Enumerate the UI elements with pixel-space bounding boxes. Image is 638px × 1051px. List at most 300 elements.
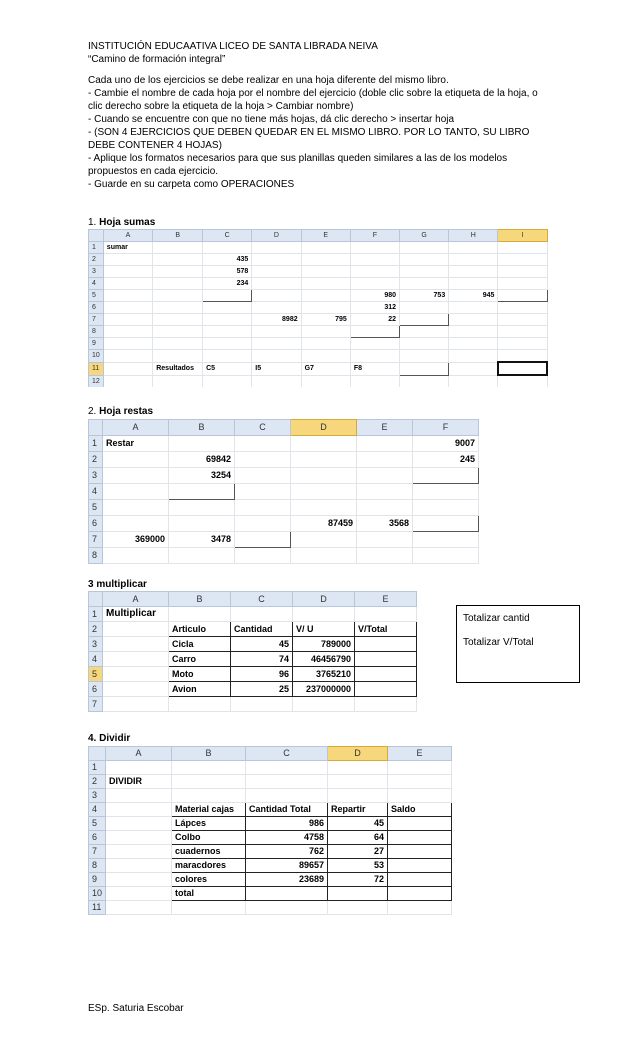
column-header[interactable]: A xyxy=(103,592,169,607)
corner-cell[interactable] xyxy=(89,747,106,761)
cell[interactable] xyxy=(246,901,328,915)
cell-f1[interactable]: 9007 xyxy=(413,436,479,452)
cell[interactable] xyxy=(246,789,328,803)
cell[interactable] xyxy=(400,302,449,314)
cell[interactable] xyxy=(400,242,449,254)
cell[interactable] xyxy=(291,484,357,500)
row-header[interactable]: 2 xyxy=(89,622,103,637)
cell[interactable] xyxy=(106,831,172,845)
cell[interactable] xyxy=(203,375,252,387)
item-quantity[interactable]: 25 xyxy=(231,682,293,697)
row-header[interactable]: 5 xyxy=(89,817,106,831)
column-header[interactable]: E xyxy=(388,747,452,761)
cell[interactable] xyxy=(252,290,301,302)
item-total[interactable] xyxy=(355,652,417,667)
cell-b2[interactable]: 69842 xyxy=(169,452,235,468)
item-quantity[interactable]: 74 xyxy=(231,652,293,667)
cell[interactable] xyxy=(498,278,547,290)
row-header[interactable]: 3 xyxy=(89,266,104,278)
cell[interactable] xyxy=(413,484,479,500)
column-header[interactable]: A xyxy=(103,230,152,242)
cell[interactable] xyxy=(169,607,231,622)
cell-d6[interactable]: 87459 xyxy=(291,516,357,532)
cell[interactable] xyxy=(231,697,293,712)
item-name[interactable]: Carro xyxy=(169,652,231,667)
cell[interactable] xyxy=(235,500,291,516)
cell[interactable] xyxy=(357,548,413,564)
cell[interactable] xyxy=(153,302,203,314)
cell[interactable] xyxy=(355,607,417,622)
cell[interactable] xyxy=(301,302,350,314)
cell[interactable] xyxy=(350,266,399,278)
cell[interactable] xyxy=(103,697,169,712)
cell[interactable] xyxy=(103,278,152,290)
corner-cell[interactable] xyxy=(89,420,103,436)
cell[interactable] xyxy=(103,682,169,697)
cell[interactable] xyxy=(252,302,301,314)
row-header[interactable]: 6 xyxy=(89,682,103,697)
cell[interactable] xyxy=(291,468,357,484)
cell-f2[interactable]: 245 xyxy=(413,452,479,468)
row-header[interactable]: 1 xyxy=(89,761,106,775)
material-repartir[interactable]: 27 xyxy=(328,845,388,859)
cell-c7-result[interactable] xyxy=(235,532,291,548)
cell[interactable] xyxy=(301,242,350,254)
cell[interactable] xyxy=(169,697,231,712)
cell[interactable] xyxy=(328,761,388,775)
material-name[interactable]: Lápces xyxy=(172,817,246,831)
cell-f5[interactable]: 980 xyxy=(350,290,399,302)
cell[interactable] xyxy=(203,302,252,314)
row-header[interactable]: 8 xyxy=(89,548,103,564)
item-unit-value[interactable]: 3765210 xyxy=(293,667,355,682)
material-name[interactable]: maracdores xyxy=(172,859,246,873)
cell[interactable] xyxy=(103,254,152,266)
item-total[interactable] xyxy=(355,682,417,697)
cell[interactable] xyxy=(252,326,301,338)
cell[interactable] xyxy=(400,326,449,338)
cell[interactable] xyxy=(252,254,301,266)
column-header[interactable]: F xyxy=(350,230,399,242)
column-header[interactable]: E xyxy=(301,230,350,242)
cell[interactable] xyxy=(103,338,152,350)
column-header-selected[interactable]: D xyxy=(291,420,357,436)
row-header[interactable]: 6 xyxy=(89,831,106,845)
cell-a7[interactable]: 369000 xyxy=(103,532,169,548)
cell[interactable] xyxy=(498,302,547,314)
cell[interactable] xyxy=(231,607,293,622)
cell[interactable] xyxy=(252,375,301,387)
material-repartir[interactable]: 45 xyxy=(328,817,388,831)
cell[interactable] xyxy=(246,761,328,775)
row-header[interactable]: 12 xyxy=(89,375,104,387)
cell[interactable] xyxy=(449,375,498,387)
material-name[interactable]: colores xyxy=(172,873,246,887)
row-header[interactable]: 6 xyxy=(89,302,104,314)
cell[interactable] xyxy=(106,845,172,859)
cell[interactable] xyxy=(235,436,291,452)
cell[interactable] xyxy=(328,775,388,789)
item-unit-value[interactable]: 46456790 xyxy=(293,652,355,667)
cell[interactable] xyxy=(153,375,203,387)
row-header[interactable]: 1 xyxy=(89,436,103,452)
cell[interactable] xyxy=(293,607,355,622)
cell[interactable] xyxy=(449,338,498,350)
cell[interactable] xyxy=(203,314,252,326)
cell[interactable] xyxy=(400,266,449,278)
cell[interactable] xyxy=(106,789,172,803)
cell[interactable] xyxy=(203,326,252,338)
cell[interactable] xyxy=(169,548,235,564)
material-total[interactable]: 762 xyxy=(246,845,328,859)
corner-cell[interactable] xyxy=(89,230,104,242)
material-saldo[interactable] xyxy=(388,859,452,873)
cell[interactable] xyxy=(203,350,252,363)
cell[interactable] xyxy=(301,338,350,350)
row-header[interactable]: 4 xyxy=(89,484,103,500)
cell[interactable] xyxy=(449,302,498,314)
cell-f8-result[interactable] xyxy=(350,326,399,338)
material-total[interactable]: 986 xyxy=(246,817,328,831)
cell[interactable] xyxy=(291,500,357,516)
cell[interactable] xyxy=(328,901,388,915)
item-name[interactable]: Cicla xyxy=(169,637,231,652)
cell[interactable] xyxy=(350,338,399,350)
table-header[interactable]: V/ U xyxy=(293,622,355,637)
cell-c2[interactable]: 435 xyxy=(203,254,252,266)
cell-a2[interactable]: DIVIDIR xyxy=(106,775,172,789)
active-cell-i11[interactable] xyxy=(498,362,547,375)
cell-a1[interactable]: Multiplicar xyxy=(103,607,169,622)
cell-f7[interactable]: 22 xyxy=(350,314,399,326)
cell[interactable] xyxy=(103,468,169,484)
cell[interactable] xyxy=(291,436,357,452)
cell[interactable] xyxy=(103,516,169,532)
cell[interactable] xyxy=(498,326,547,338)
cell-g5[interactable]: 753 xyxy=(400,290,449,302)
cell[interactable] xyxy=(169,436,235,452)
row-header[interactable]: 4 xyxy=(89,652,103,667)
cell[interactable] xyxy=(106,761,172,775)
cell[interactable] xyxy=(301,326,350,338)
cell[interactable] xyxy=(400,254,449,266)
cell[interactable] xyxy=(498,266,547,278)
cell[interactable] xyxy=(153,326,203,338)
cell[interactable] xyxy=(449,266,498,278)
column-header[interactable]: A xyxy=(106,747,172,761)
material-total[interactable]: 4758 xyxy=(246,831,328,845)
cell[interactable] xyxy=(103,302,152,314)
cell[interactable] xyxy=(103,652,169,667)
cell-a1[interactable]: sumar xyxy=(103,242,152,254)
cell[interactable] xyxy=(103,362,152,375)
corner-cell[interactable] xyxy=(89,592,103,607)
row-header[interactable]: 6 xyxy=(89,516,103,532)
cell[interactable] xyxy=(498,350,547,363)
cell[interactable] xyxy=(301,290,350,302)
row-header[interactable]: 2 xyxy=(89,452,103,468)
cell[interactable] xyxy=(301,254,350,266)
cell[interactable] xyxy=(103,350,152,363)
cell-c4[interactable]: 234 xyxy=(203,278,252,290)
column-header[interactable]: B xyxy=(172,747,246,761)
cell[interactable] xyxy=(235,452,291,468)
cell[interactable] xyxy=(301,266,350,278)
row-header[interactable]: 1 xyxy=(89,242,104,254)
cell[interactable] xyxy=(172,761,246,775)
material-name[interactable]: cuadernos xyxy=(172,845,246,859)
material-repartir[interactable]: 53 xyxy=(328,859,388,873)
cell[interactable] xyxy=(350,350,399,363)
cell[interactable] xyxy=(413,500,479,516)
cell[interactable] xyxy=(252,242,301,254)
material-total[interactable]: 23689 xyxy=(246,873,328,887)
column-header[interactable]: G xyxy=(400,230,449,242)
cell-d11[interactable]: I5 xyxy=(252,362,301,375)
cell[interactable] xyxy=(103,452,169,468)
cell[interactable] xyxy=(103,637,169,652)
cell-c5-result[interactable] xyxy=(203,290,252,302)
cell[interactable] xyxy=(103,622,169,637)
column-header[interactable]: C xyxy=(231,592,293,607)
cell[interactable] xyxy=(103,314,152,326)
table-header[interactable]: V/Total xyxy=(355,622,417,637)
cell[interactable] xyxy=(357,532,413,548)
row-header[interactable]: 3 xyxy=(89,637,103,652)
material-saldo[interactable] xyxy=(388,831,452,845)
row-header[interactable]: 2 xyxy=(89,254,104,266)
cell[interactable] xyxy=(449,326,498,338)
cell[interactable] xyxy=(153,266,203,278)
cell[interactable] xyxy=(357,484,413,500)
column-header[interactable]: F xyxy=(413,420,479,436)
cell-b3[interactable]: 3254 xyxy=(169,468,235,484)
cell[interactable] xyxy=(103,500,169,516)
cell-h5[interactable]: 945 xyxy=(449,290,498,302)
row-header[interactable]: 7 xyxy=(89,314,104,326)
cell[interactable] xyxy=(355,697,417,712)
column-header[interactable]: C xyxy=(203,230,252,242)
material-repartir[interactable]: 64 xyxy=(328,831,388,845)
cell[interactable] xyxy=(400,278,449,290)
cell[interactable] xyxy=(357,452,413,468)
row-header[interactable]: 5 xyxy=(89,290,104,302)
cell-c3[interactable]: 578 xyxy=(203,266,252,278)
column-header-selected[interactable]: I xyxy=(498,230,547,242)
cell[interactable] xyxy=(350,242,399,254)
table-header[interactable]: Cantidad xyxy=(231,622,293,637)
row-header[interactable]: 7 xyxy=(89,532,103,548)
total-label[interactable]: total xyxy=(172,887,246,901)
cell[interactable] xyxy=(291,548,357,564)
cell-e11[interactable]: G7 xyxy=(301,362,350,375)
column-header[interactable]: D xyxy=(293,592,355,607)
cell[interactable] xyxy=(400,375,449,387)
column-header[interactable]: C xyxy=(246,747,328,761)
total-cell[interactable] xyxy=(246,887,328,901)
cell[interactable] xyxy=(252,338,301,350)
row-header[interactable]: 11 xyxy=(89,901,106,915)
row-header[interactable]: 2 xyxy=(89,775,106,789)
cell[interactable] xyxy=(172,789,246,803)
table-header[interactable]: Repartir xyxy=(328,803,388,817)
cell[interactable] xyxy=(357,468,413,484)
row-header[interactable]: 3 xyxy=(89,468,103,484)
total-cell[interactable] xyxy=(328,887,388,901)
cell[interactable] xyxy=(350,254,399,266)
cell[interactable] xyxy=(449,254,498,266)
cell-b7[interactable]: 3478 xyxy=(169,532,235,548)
cell[interactable] xyxy=(103,484,169,500)
cell-f3-result[interactable] xyxy=(413,468,479,484)
cell[interactable] xyxy=(106,873,172,887)
material-repartir[interactable]: 72 xyxy=(328,873,388,887)
cell[interactable] xyxy=(103,326,152,338)
cell-f6-result[interactable] xyxy=(413,516,479,532)
item-total[interactable] xyxy=(355,667,417,682)
cell[interactable] xyxy=(449,242,498,254)
cell[interactable] xyxy=(388,789,452,803)
total-cell[interactable] xyxy=(388,887,452,901)
column-header-selected[interactable]: D xyxy=(328,747,388,761)
cell[interactable] xyxy=(498,375,547,387)
column-header[interactable]: C xyxy=(235,420,291,436)
material-saldo[interactable] xyxy=(388,817,452,831)
cell[interactable] xyxy=(106,803,172,817)
cell[interactable] xyxy=(388,901,452,915)
column-header[interactable]: B xyxy=(153,230,203,242)
cell[interactable] xyxy=(235,468,291,484)
row-header[interactable]: 8 xyxy=(89,859,106,873)
cell[interactable] xyxy=(413,548,479,564)
cell-d7[interactable]: 8982 xyxy=(252,314,301,326)
cell[interactable] xyxy=(246,775,328,789)
cell[interactable] xyxy=(153,314,203,326)
column-header[interactable]: E xyxy=(355,592,417,607)
cell[interactable] xyxy=(301,350,350,363)
cell[interactable] xyxy=(103,375,152,387)
cell[interactable] xyxy=(291,532,357,548)
cell[interactable] xyxy=(106,901,172,915)
cell[interactable] xyxy=(498,242,547,254)
cell[interactable] xyxy=(400,350,449,363)
cell[interactable] xyxy=(103,548,169,564)
cell[interactable] xyxy=(252,278,301,290)
cell[interactable] xyxy=(103,667,169,682)
row-header[interactable]: 7 xyxy=(89,845,106,859)
row-header[interactable]: 10 xyxy=(89,350,104,363)
cell[interactable] xyxy=(449,362,498,375)
cell[interactable] xyxy=(203,242,252,254)
row-header[interactable]: 7 xyxy=(89,697,103,712)
cell[interactable] xyxy=(328,789,388,803)
cell[interactable] xyxy=(388,761,452,775)
table-header[interactable]: Material cajas xyxy=(172,803,246,817)
cell[interactable] xyxy=(106,859,172,873)
cell[interactable] xyxy=(293,697,355,712)
cell[interactable] xyxy=(106,887,172,901)
item-quantity[interactable]: 96 xyxy=(231,667,293,682)
row-header[interactable]: 5 xyxy=(89,500,103,516)
cell[interactable] xyxy=(235,516,291,532)
cell[interactable] xyxy=(498,314,547,326)
row-header-selected[interactable]: 5 xyxy=(89,667,103,682)
item-name[interactable]: Moto xyxy=(169,667,231,682)
row-header[interactable]: 3 xyxy=(89,789,106,803)
item-quantity[interactable]: 45 xyxy=(231,637,293,652)
cell-a1[interactable]: Restar xyxy=(103,436,169,452)
cell[interactable] xyxy=(203,338,252,350)
cell[interactable] xyxy=(291,452,357,468)
row-header[interactable]: 10 xyxy=(89,887,106,901)
cell-b11[interactable]: Resultados xyxy=(153,362,203,375)
cell[interactable] xyxy=(169,516,235,532)
cell-e6[interactable]: 3568 xyxy=(357,516,413,532)
cell[interactable] xyxy=(153,290,203,302)
column-header[interactable]: B xyxy=(169,420,235,436)
table-header[interactable]: Cantidad Total xyxy=(246,803,328,817)
cell[interactable] xyxy=(106,817,172,831)
cell[interactable] xyxy=(153,350,203,363)
cell[interactable] xyxy=(498,338,547,350)
cell-i5-result[interactable] xyxy=(498,290,547,302)
material-saldo[interactable] xyxy=(388,873,452,887)
row-header[interactable]: 4 xyxy=(89,803,106,817)
item-unit-value[interactable]: 237000000 xyxy=(293,682,355,697)
cell[interactable] xyxy=(449,278,498,290)
column-header[interactable]: E xyxy=(357,420,413,436)
cell[interactable] xyxy=(252,266,301,278)
cell[interactable] xyxy=(153,338,203,350)
cell[interactable] xyxy=(172,901,246,915)
cell[interactable] xyxy=(413,532,479,548)
cell[interactable] xyxy=(357,500,413,516)
row-header[interactable]: 1 xyxy=(89,607,103,622)
column-header[interactable]: D xyxy=(252,230,301,242)
cell-e7[interactable]: 795 xyxy=(301,314,350,326)
cell[interactable] xyxy=(449,350,498,363)
cell[interactable] xyxy=(301,278,350,290)
cell[interactable] xyxy=(169,500,235,516)
cell[interactable] xyxy=(153,242,203,254)
cell-f11[interactable]: F8 xyxy=(350,362,399,375)
cell-f6[interactable]: 312 xyxy=(350,302,399,314)
item-total[interactable] xyxy=(355,637,417,652)
column-header[interactable]: B xyxy=(169,592,231,607)
material-saldo[interactable] xyxy=(388,845,452,859)
row-header[interactable]: 9 xyxy=(89,873,106,887)
item-unit-value[interactable]: 789000 xyxy=(293,637,355,652)
item-name[interactable]: Avion xyxy=(169,682,231,697)
row-header[interactable]: 4 xyxy=(89,278,104,290)
cell[interactable] xyxy=(388,775,452,789)
cell-b4-result[interactable] xyxy=(169,484,235,500)
cell[interactable] xyxy=(153,278,203,290)
table-header[interactable]: Saldo xyxy=(388,803,452,817)
cell[interactable] xyxy=(357,436,413,452)
cell[interactable] xyxy=(400,338,449,350)
material-total[interactable]: 89657 xyxy=(246,859,328,873)
cell[interactable] xyxy=(103,290,152,302)
cell-g7-result[interactable] xyxy=(400,314,449,326)
row-header[interactable]: 8 xyxy=(89,326,104,338)
cell[interactable] xyxy=(103,266,152,278)
cell[interactable] xyxy=(252,350,301,363)
row-header[interactable]: 9 xyxy=(89,338,104,350)
cell[interactable] xyxy=(235,484,291,500)
cell[interactable] xyxy=(153,254,203,266)
cell[interactable] xyxy=(301,375,350,387)
